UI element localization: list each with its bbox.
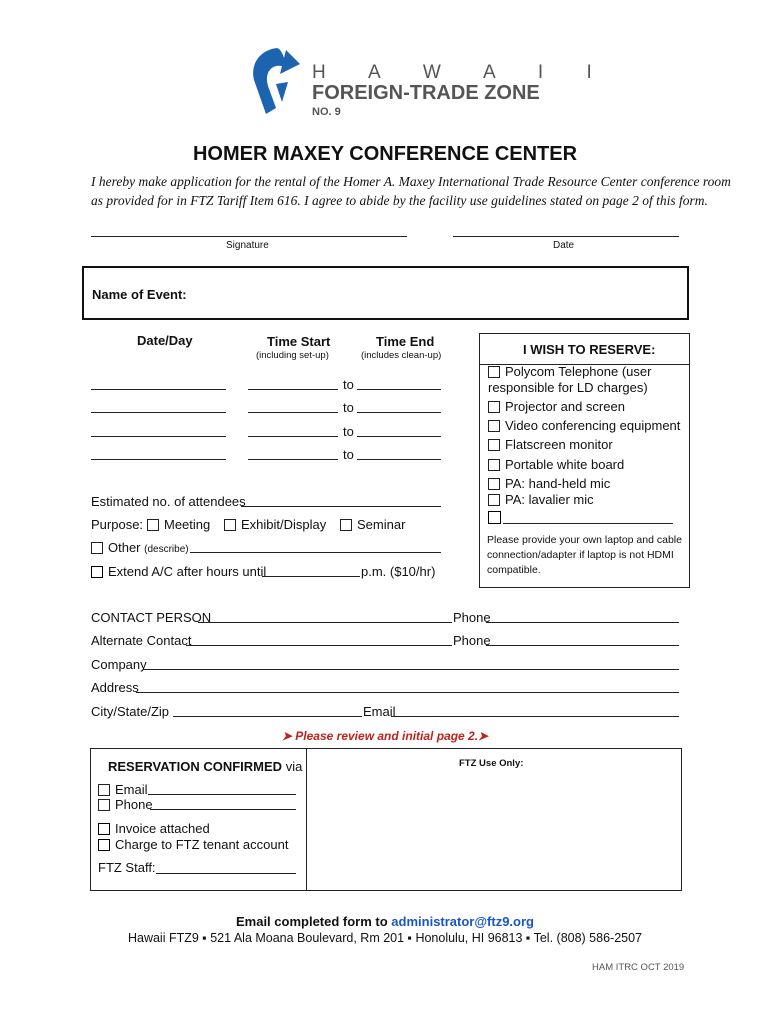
extend-ac-checkbox[interactable]	[91, 564, 266, 579]
time-start-header: Time Start	[267, 334, 331, 349]
purpose-other-checkbox[interactable]	[91, 540, 189, 555]
purpose-seminar-checkbox[interactable]	[340, 517, 405, 532]
signature-label: Signature	[226, 240, 269, 251]
reserve-item-flatscreen[interactable]	[488, 437, 613, 452]
address-label: Address	[91, 680, 139, 695]
reserve-item-label: Portable white board	[505, 457, 625, 472]
alternate-contact-label: Alternate Contact	[91, 633, 192, 648]
date-field[interactable]	[91, 459, 226, 460]
signature-field[interactable]	[91, 236, 407, 237]
date-day-header: Date/Day	[137, 333, 193, 348]
phone-field[interactable]	[486, 622, 679, 623]
review-note-text: Please review and initial page 2.	[295, 729, 479, 743]
reserve-other-field[interactable]	[503, 523, 673, 524]
company-field[interactable]	[143, 669, 679, 670]
extend-ac-suffix: p.m. ($10/hr)	[361, 564, 436, 579]
reservation-confirmed-title: RESERVATION CONFIRMED	[108, 759, 283, 774]
attendees-label: Estimated no. of attendees	[91, 494, 246, 509]
ftz-use-only-label: FTZ Use Only:	[459, 758, 524, 769]
reserve-item-video[interactable]	[488, 418, 680, 433]
reserve-item-projector[interactable]	[488, 399, 625, 414]
intro-line-1: I hereby make application for the rental of the Homer A. Maxey International Trade Resource Center conference room	[91, 174, 731, 189]
reserve-item-polycom[interactable]	[488, 364, 683, 396]
ftz-staff-label: FTZ Staff:	[98, 860, 156, 875]
attendees-field[interactable]	[241, 506, 441, 507]
confirm-phone-field[interactable]	[150, 809, 296, 810]
footer-email-line	[0, 914, 770, 929]
arrow-right-icon: ➤	[281, 729, 292, 743]
city-state-zip-label: City/State/Zip	[91, 704, 170, 719]
reserve-note: Please provide your own laptop and cable connection/adapter if laptop is not HDMI compatible.	[487, 534, 682, 576]
reserve-item-handheld-mic[interactable]	[488, 476, 610, 491]
logo-word-no9: NO. 9	[312, 106, 341, 118]
reserve-title: I WISH TO RESERVE:	[523, 342, 656, 357]
purpose-label: Purpose:	[91, 517, 144, 532]
confirm-phone-checkbox[interactable]	[98, 797, 153, 812]
arrow-right-icon: ➤	[478, 729, 489, 743]
table-divider	[306, 749, 307, 890]
date-field[interactable]	[91, 412, 226, 413]
purpose-exhibit-checkbox[interactable]	[224, 517, 326, 532]
time-end-header: Time End	[376, 334, 435, 349]
to-label: to	[343, 447, 354, 462]
date-field[interactable]	[91, 436, 226, 437]
page-title: HOMER MAXEY CONFERENCE CENTER	[192, 143, 578, 165]
time-start-note: (including set-up)	[256, 350, 329, 361]
to-label: to	[343, 377, 354, 392]
start-time-field[interactable]	[248, 412, 338, 413]
end-time-field[interactable]	[357, 412, 441, 413]
reserve-item-label: Polycom Telephone (user responsible for LD charges)	[488, 364, 652, 395]
reserve-item-label: Video conferencing equipment	[505, 418, 681, 433]
purpose-seminar-label: Seminar	[357, 517, 406, 532]
extend-ac-label: Extend A/C after hours until	[108, 564, 267, 579]
contact-person-label: CONTACT PERSON	[91, 610, 212, 625]
reserve-item-label: PA: hand-held mic	[505, 476, 611, 491]
city-state-zip-field[interactable]	[173, 716, 362, 717]
date-field[interactable]	[91, 389, 226, 390]
reserve-item-whiteboard[interactable]	[488, 457, 624, 472]
date-field[interactable]	[453, 236, 679, 237]
invoice-attached-label: Invoice attached	[115, 821, 210, 836]
alternate-phone-label: Phone	[453, 633, 491, 648]
logo-word-hawaii: H A W A I I	[312, 62, 611, 83]
purpose-meeting-checkbox[interactable]	[147, 517, 210, 532]
charge-tenant-label: Charge to FTZ tenant account	[115, 837, 289, 852]
event-name-label: Name of Event:	[92, 287, 187, 302]
company-label: Company	[91, 657, 147, 672]
reservation-confirmed-label	[108, 759, 302, 774]
footer-email-prefix: Email completed form to	[235, 914, 392, 929]
confirm-email-label: Email	[115, 782, 148, 797]
confirm-email-field[interactable]	[148, 794, 296, 795]
reserve-item-other-checkbox[interactable]	[488, 511, 501, 524]
end-time-field[interactable]	[357, 389, 441, 390]
alternate-contact-field[interactable]	[186, 645, 452, 646]
purpose-other-label: Other	[108, 540, 141, 555]
intro-line-2: as provided for in FTZ Tariff Item 616. I agree to abide by the facility use guidelines stated on page 2 of this form.	[91, 193, 708, 208]
confirm-email-checkbox[interactable]	[98, 782, 148, 797]
invoice-attached-checkbox[interactable]	[98, 821, 210, 836]
to-label: to	[343, 400, 354, 415]
end-time-field[interactable]	[357, 436, 441, 437]
date-label: Date	[553, 240, 575, 251]
to-label: to	[343, 424, 354, 439]
ftz-staff-field[interactable]	[156, 873, 296, 874]
phone-label: Phone	[453, 610, 491, 625]
reserve-item-label: Flatscreen monitor	[505, 437, 613, 452]
footer-address: Hawaii FTZ9 ▪ 521 Ala Moana Boulevard, Rm 201 ▪ Honolulu, HI 96813 ▪ Tel. (808) 586-2507	[127, 931, 643, 945]
footer-code: HAM ITRC OCT 2019	[592, 962, 685, 973]
email-field[interactable]	[391, 716, 679, 717]
purpose-other-note: (describe)	[144, 544, 189, 555]
reserve-item-label: Projector and screen	[505, 399, 625, 414]
contact-person-field[interactable]	[198, 622, 452, 623]
confirm-phone-label: Phone	[115, 797, 153, 812]
hawaii-ftz-logo-icon	[246, 44, 308, 124]
other-describe-field[interactable]	[190, 552, 441, 553]
purpose-meeting-label: Meeting	[164, 517, 211, 532]
footer-email-link[interactable]: administrator@ftz9.org	[391, 914, 534, 929]
start-time-field[interactable]	[248, 459, 338, 460]
extend-ac-time-field[interactable]	[262, 576, 360, 577]
alternate-phone-field[interactable]	[486, 645, 679, 646]
charge-tenant-checkbox[interactable]	[98, 837, 288, 852]
reservation-confirmed-suffix: via	[285, 759, 303, 774]
reserve-item-lavalier-mic[interactable]	[488, 492, 594, 507]
start-time-field[interactable]	[248, 436, 338, 437]
reserve-item-label: PA: lavalier mic	[505, 492, 594, 507]
event-name-box[interactable]	[82, 266, 689, 320]
end-time-field[interactable]	[357, 459, 441, 460]
address-field[interactable]	[136, 692, 679, 693]
purpose-exhibit-label: Exhibit/Display	[241, 517, 327, 532]
review-note	[0, 729, 770, 743]
start-time-field[interactable]	[248, 389, 338, 390]
email-label: Email	[363, 704, 396, 719]
time-end-note: (includes clean-up)	[361, 350, 442, 361]
logo-word-ftz: FOREIGN-TRADE ZONE	[312, 82, 540, 104]
